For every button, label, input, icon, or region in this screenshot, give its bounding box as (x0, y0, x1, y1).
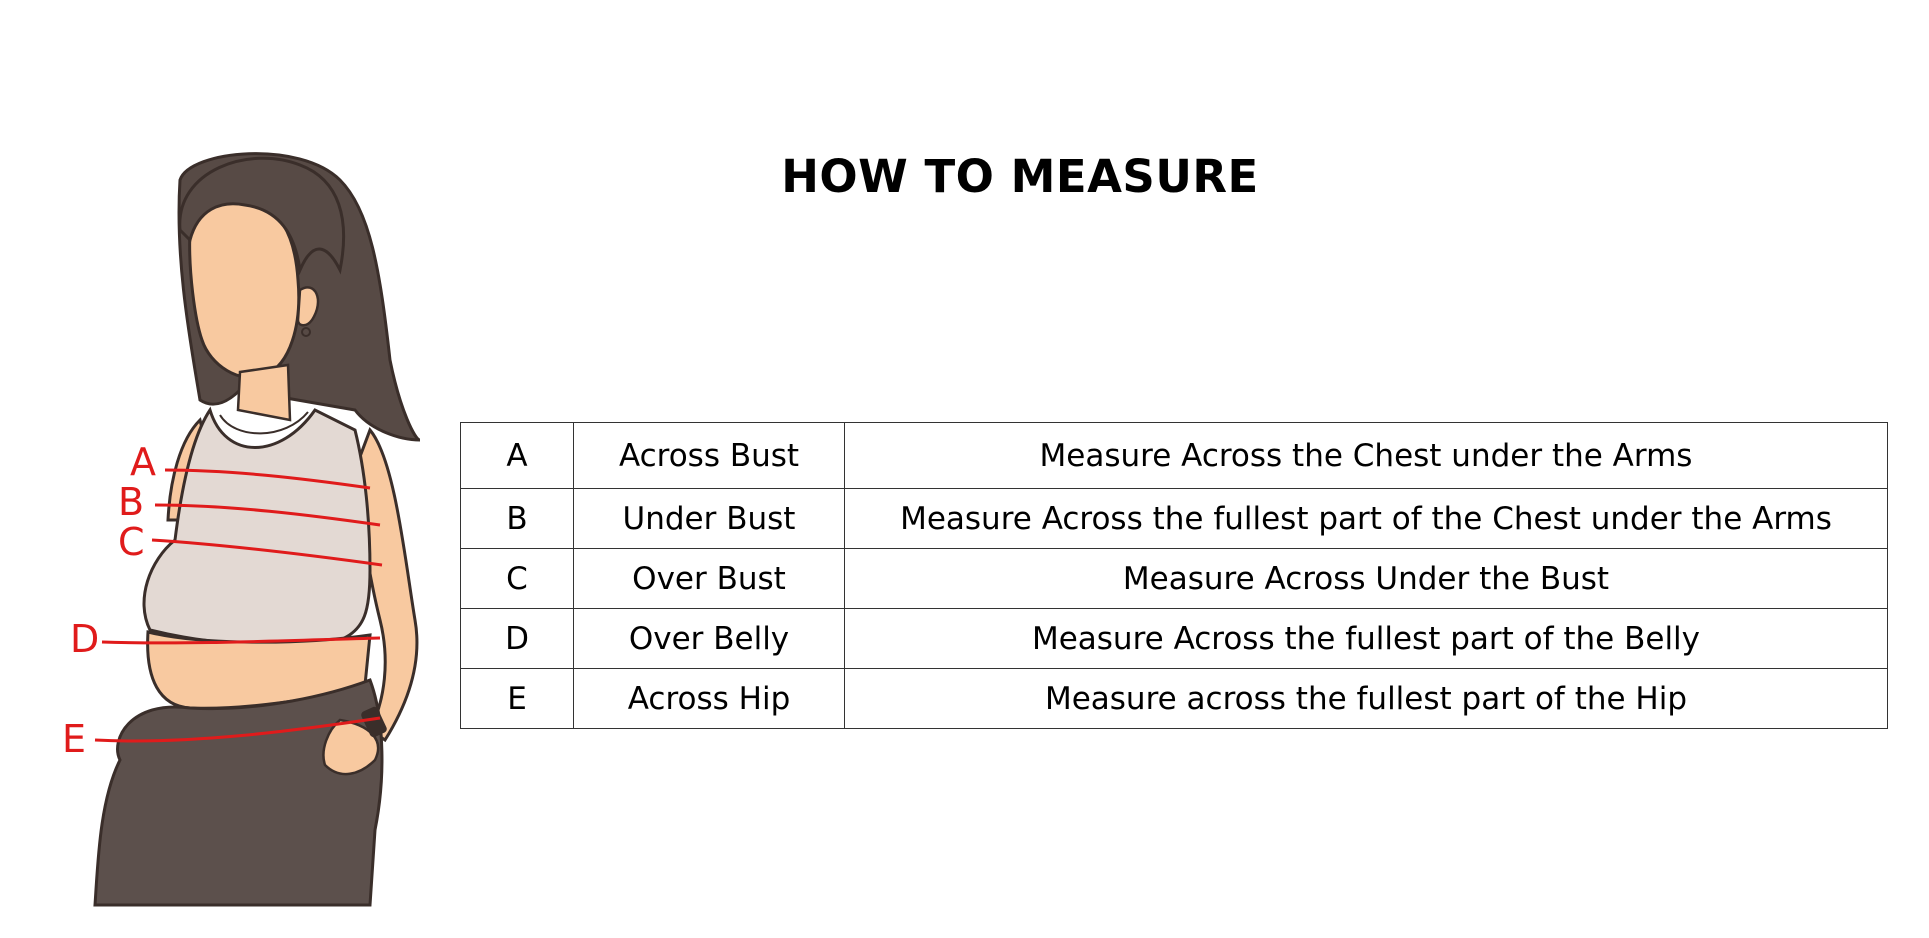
row-name: Over Bust (574, 549, 845, 609)
figure-label-e: E (62, 717, 87, 761)
figure-label-c: C (118, 520, 145, 564)
figure-label-a: A (130, 440, 156, 484)
pants (95, 680, 382, 905)
figure-label-b: B (118, 480, 145, 524)
row-description: Measure Across Under the Bust (845, 549, 1888, 609)
measurement-table (460, 422, 1888, 729)
row-description: Measure Across the fullest part of the Belly (845, 609, 1888, 669)
row-description: Measure Across the fullest part of the Chest under the Arms (845, 489, 1888, 549)
body-measurement-figure (40, 140, 460, 910)
figure-label-d: D (70, 617, 100, 661)
row-letter: B (461, 489, 574, 549)
row-name: Under Bust (574, 489, 845, 549)
table-row (461, 423, 1888, 489)
row-letter: E (461, 669, 574, 729)
row-description: Measure Across the Chest under the Arms (845, 423, 1888, 489)
table-row (461, 669, 1888, 729)
row-name: Across Hip (574, 669, 845, 729)
neck (238, 365, 290, 420)
row-letter: C (461, 549, 574, 609)
table-row (461, 549, 1888, 609)
table-row (461, 609, 1888, 669)
table-row (461, 489, 1888, 549)
row-name: Over Belly (574, 609, 845, 669)
pregnant-woman-illustration (40, 140, 460, 910)
row-letter: A (461, 423, 574, 489)
row-name: Across Bust (574, 423, 845, 489)
row-description: Measure across the fullest part of the Hip (845, 669, 1888, 729)
row-letter: D (461, 609, 574, 669)
page-title: HOW TO MEASURE (781, 150, 1259, 203)
tank-top (144, 410, 370, 645)
